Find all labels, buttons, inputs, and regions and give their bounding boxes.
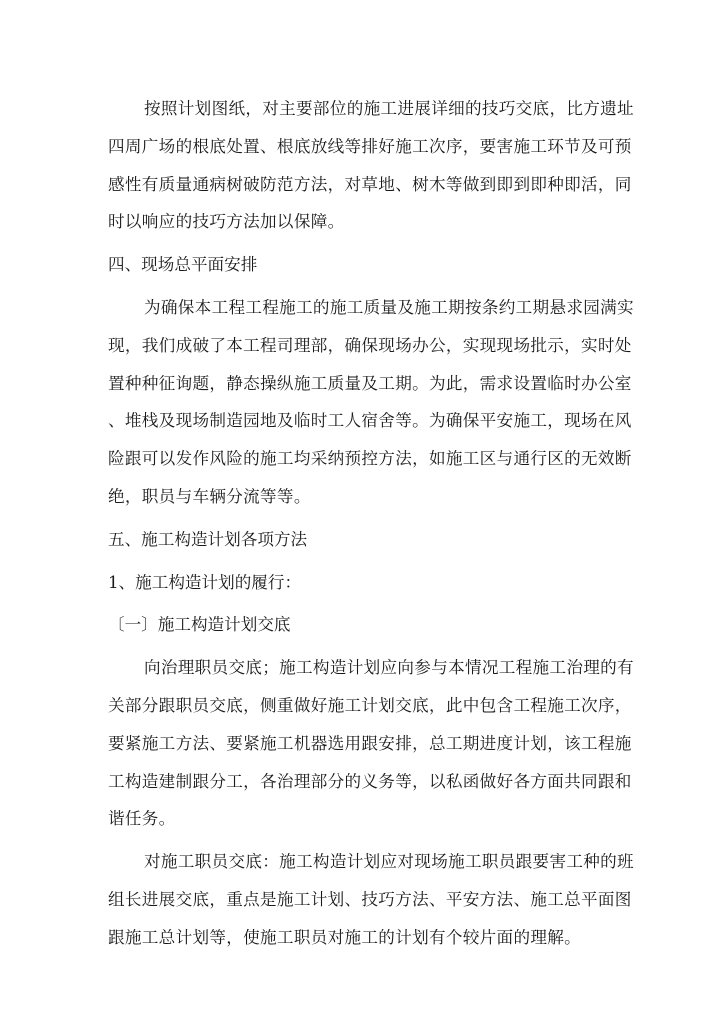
paragraph-construction-disclosure: [108, 90, 634, 241]
text-line: 现，我们成破了本工程司理部，确保现场办公，实现现场批示，实时处: [108, 335, 632, 355]
paragraph-worker-disclosure: [108, 843, 634, 956]
text-line: 四周广场的根底处置、根底放线等排好施工次序，要害施工环节及可预: [108, 136, 632, 156]
text-line: 向治理职员交底；施工构造计划应向参与本情况工程施工治理的有: [144, 658, 634, 678]
subsection-heading-plan-disclosure: 〔一〕施工构造计划交底: [108, 615, 291, 635]
paragraph-management-disclosure: [108, 649, 634, 838]
text-line: 工构造建制跟分工，各治理部分的义务等，以私函做好各方面共同跟和: [108, 771, 632, 791]
text-line: 绝，职员与车辆分流等等。: [108, 486, 311, 506]
section-heading-organization-plan: 五、施工构造计划各项方法: [108, 529, 308, 549]
subsection-heading-plan-execution: 1、施工构造计划的履行：: [108, 572, 302, 592]
document-page: [108, 90, 634, 957]
paragraph-site-layout: [108, 289, 634, 516]
text-line: 险跟可以发作风险的施工均采纳预控方法，如施工区与通行区的无效断: [108, 449, 632, 469]
text-line: 、堆栈及现场制造园地及临时工人宿舍等。为确保平安施工，现场在风: [108, 411, 632, 431]
text-line: 组长进展交底，重点是施工计划、技巧方法、平安方法、施工总平面图: [108, 889, 632, 909]
text-line: 要紧施工方法、要紧施工机器选用跟安排，总工期进度计划，该工程施: [108, 733, 632, 753]
text-line: 为确保本工程工程施工的施工质量及施工期按条约工期悬求园满实: [144, 297, 634, 317]
text-line: 置种种征询题，静态操纵施工质量及工期。为此，需求设置临时办公室: [108, 373, 632, 393]
text-line: 跟施工总计划等，使施工职员对施工的计划有个较片面的理解。: [108, 927, 582, 947]
text-line: 对施工职员交底：施工构造计划应对现场施工职员跟要害工种的班: [144, 852, 634, 872]
text-line: 按照计划图纸，对主要部位的施工进展详细的技巧交底，比方遗址: [144, 99, 634, 118]
text-line: 关部分跟职员交底，侧重做好施工计划交底，此中包含工程施工次序，: [108, 695, 632, 715]
text-line: 感性有质量通病树破防范方法，对草地、树木等做到即到即种即活，同: [108, 174, 632, 194]
text-line: 谐任务。: [108, 809, 176, 829]
section-heading-site-layout: 四、现场总平面安排: [108, 255, 258, 275]
text-line: 时以响应的技巧方法加以保障。: [108, 212, 345, 232]
